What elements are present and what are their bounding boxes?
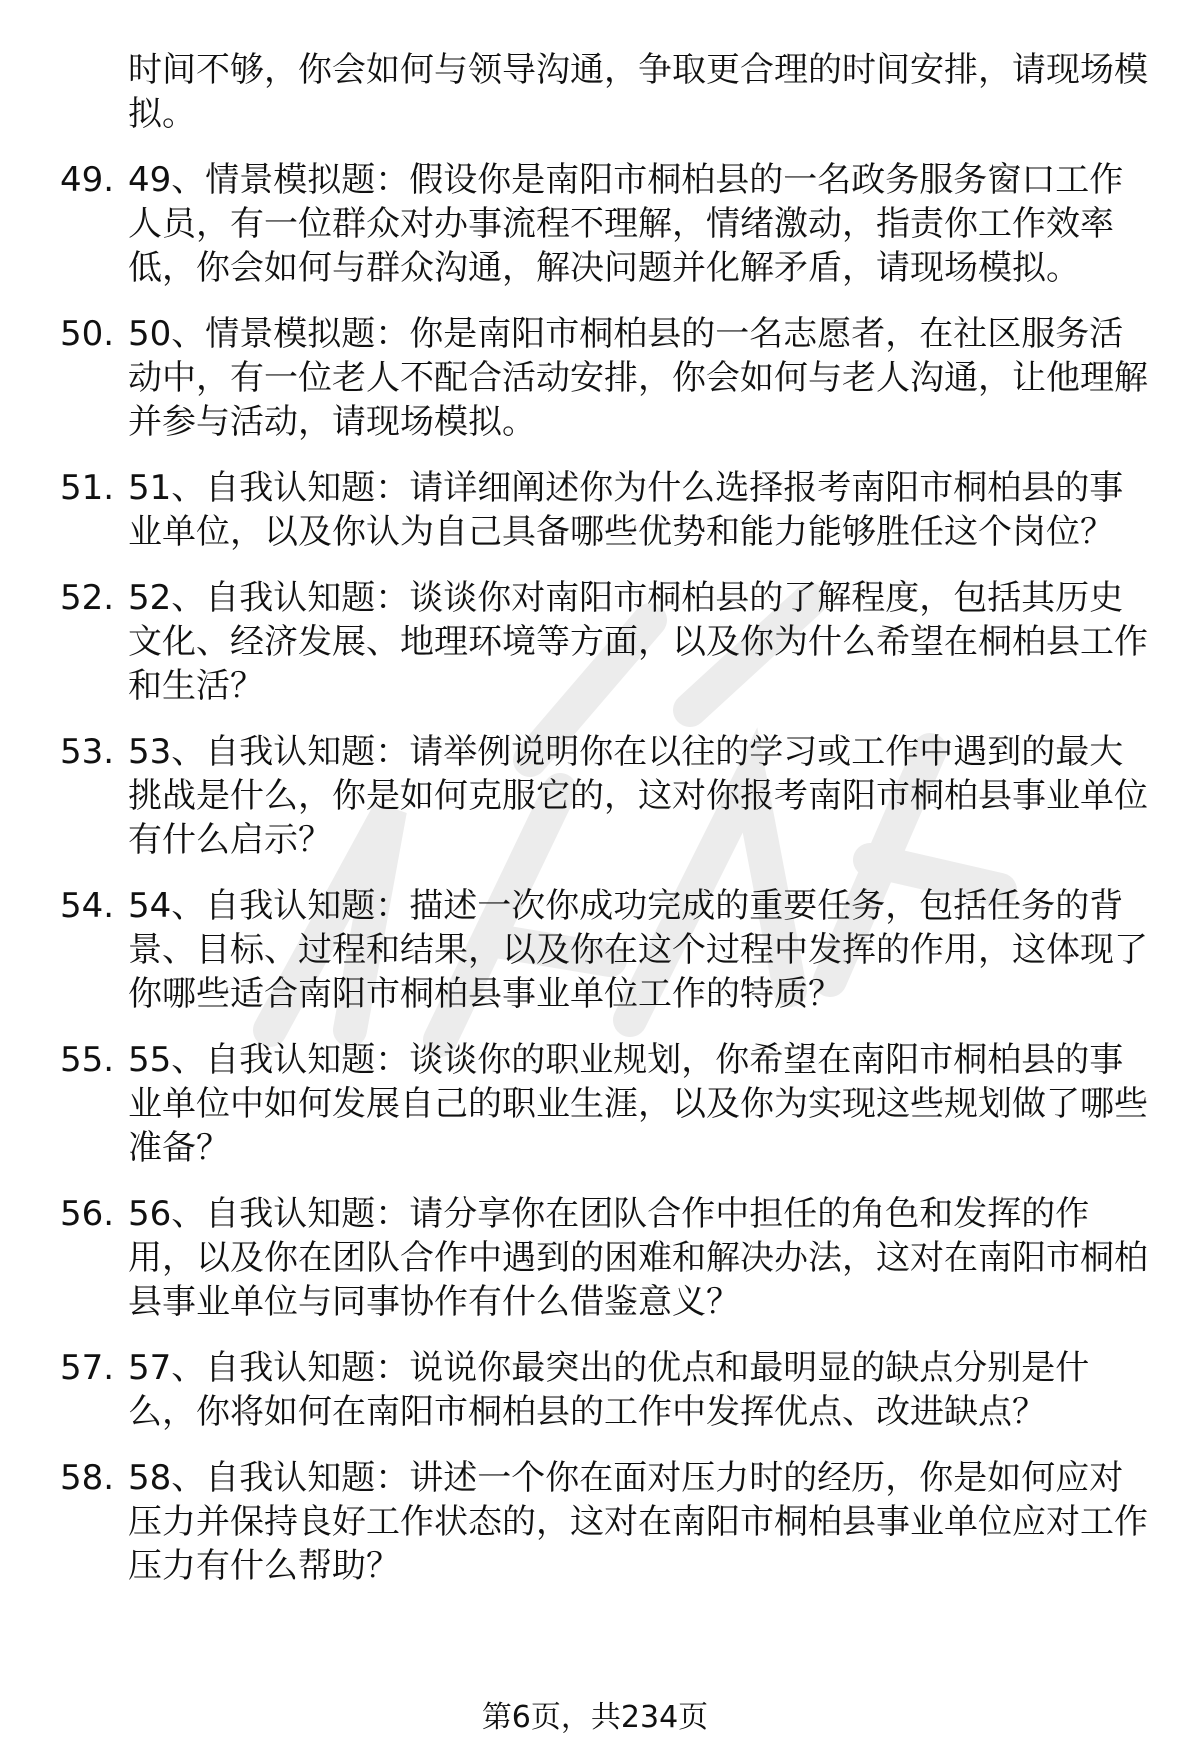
item-text: 52、自我认知题：谈谈你对南阳市桐柏县的了解程度，包括其历史文化、经济发展、地理环境等方面，以及你为什么希望在桐柏县工作和生活？ [128,578,1148,706]
item-text: 50、情景模拟题：你是南阳市桐柏县的一名志愿者，在社区服务活动中，有一位老人不配合活动安排，你会如何与老人沟通，让他理解并参与活动，请现场模拟。 [128,314,1148,442]
item-number: 55. [60,1040,115,1080]
item-text: 58、自我认知题：讲述一个你在面对压力时的经历，你是如何应对压力并保持良好工作状态的，这对在南阳市桐柏县事业单位应对工作压力有什么帮助？ [128,1458,1148,1586]
item-text: 56、自我认知题：请分享你在团队合作中担任的角色和发挥的作用，以及你在团队合作中遇到的困难和解决办法，这对在南阳市桐柏县事业单位与同事协作有什么借鉴意义？ [128,1194,1148,1322]
item-number: 56. [60,1194,115,1234]
list-item [60,1038,1150,1170]
item-number: 53. [60,732,115,772]
list-item [60,1192,1150,1324]
item-text: 57、自我认知题：说说你最突出的优点和最明显的缺点分别是什么，你将如何在南阳市桐柏县的工作中发挥优点、改进缺点？ [128,1348,1090,1432]
continuation-paragraph: 时间不够，你会如何与领导沟通，争取更合理的时间安排，请现场模拟。 [128,50,1148,134]
item-text: 54、自我认知题：描述一次你成功完成的重要任务，包括任务的背景、目标、过程和结果，以及你在这个过程中发挥的作用，这体现了你哪些适合南阳市桐柏县事业单位工作的特质？ [128,886,1148,1014]
item-text: 55、自我认知题：谈谈你的职业规划，你希望在南阳市桐柏县的事业单位中如何发展自己的职业生涯，以及你为实现这些规划做了哪些准备？ [128,1040,1148,1168]
list-item [60,884,1150,1016]
list-item [60,1456,1150,1588]
item-number: 49. [60,160,115,200]
page-number-footer: 第6页，共234页 [481,1700,709,1735]
list-item [60,730,1150,862]
list-item [60,576,1150,708]
item-text: 51、自我认知题：请详细阐述你为什么选择报考南阳市桐柏县的事业单位，以及你认为自己具备哪些优势和能力能够胜任这个岗位？ [128,468,1124,552]
item-text: 49、情景模拟题：假设你是南阳市桐柏县的一名政务服务窗口工作人员，有一位群众对办事流程不理解，情绪激动，指责你工作效率低，你会如何与群众沟通，解决问题并化解矛盾，请现场模拟。 [128,160,1124,288]
list-item [60,1346,1150,1434]
item-number: 52. [60,578,115,618]
item-number: 54. [60,886,115,926]
list-item [60,312,1150,444]
item-number: 58. [60,1458,115,1498]
list-item [60,466,1150,554]
question-list [60,48,1150,1610]
item-number: 57. [60,1348,115,1388]
item-text: 53、自我认知题：请举例说明你在以往的学习或工作中遇到的最大挑战是什么，你是如何克服它的，这对你报考南阳市桐柏县事业单位有什么启示？ [128,732,1148,860]
item-number: 50. [60,314,115,354]
item-number: 51. [60,468,115,508]
list-item [60,158,1150,290]
